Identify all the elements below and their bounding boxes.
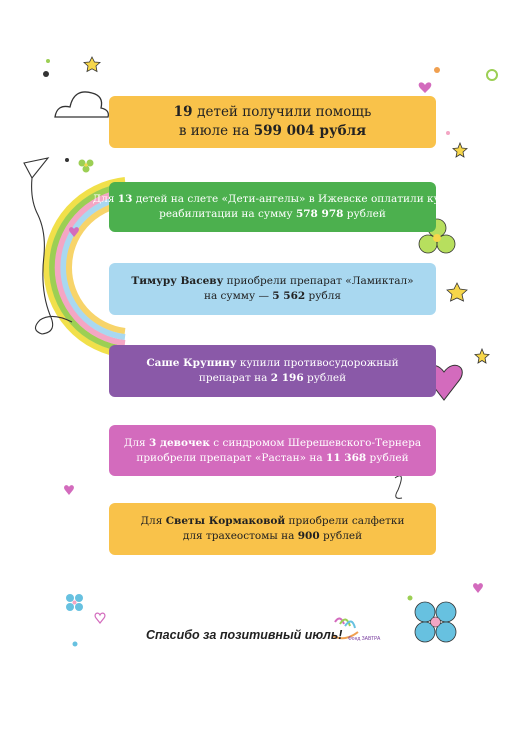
card-line	[199, 371, 346, 386]
flower-icon	[79, 160, 94, 173]
help-card-girls	[109, 425, 436, 476]
card-text: в июле на	[178, 123, 254, 139]
card-text: приобрели салфетки	[285, 515, 405, 527]
card-line	[174, 103, 372, 122]
card-text: Для	[123, 436, 150, 449]
card-text: рублей	[343, 208, 386, 220]
card-text: для трахеостомы на	[182, 530, 298, 542]
card-text: рублей	[319, 530, 363, 542]
help-card-sveta	[109, 503, 436, 555]
card-highlight: 900	[297, 530, 320, 542]
card-text: Для	[92, 193, 118, 205]
card-text: приобрели препарат «Ламиктал»	[223, 275, 414, 287]
card-line	[136, 451, 408, 466]
card-line	[159, 207, 386, 222]
card-line	[93, 192, 453, 207]
cloud-icon	[55, 92, 108, 117]
card-line	[141, 514, 405, 529]
logo-text: Фонд ЗАВТРА	[348, 636, 381, 642]
card-text: реабилитации на сумму	[159, 208, 296, 220]
help-card-angels-rally	[92, 182, 453, 232]
card-line	[146, 356, 398, 371]
card-highlight: Светы Кормаковой	[165, 515, 286, 527]
flower-icon	[66, 594, 83, 611]
card-text: купили противосудорожный	[236, 357, 399, 369]
card-highlight: 11 368	[326, 451, 367, 464]
heart-icon	[473, 583, 483, 593]
card-text: на сумму —	[203, 290, 273, 302]
card-highlight: 2 196	[270, 372, 304, 384]
card-text: рубля	[305, 290, 342, 302]
card-highlight: Тимуру Васеву	[131, 275, 224, 287]
card-highlight: 13	[117, 193, 133, 205]
card-text: препарат на	[198, 372, 271, 384]
card-highlight: Саше Крупину	[146, 357, 237, 369]
card-text: Для	[140, 515, 166, 527]
help-card-sasha	[109, 345, 436, 397]
card-highlight: 3 девочек	[149, 436, 210, 449]
card-highlight: 578 978	[295, 208, 344, 220]
thanks-text: Спасибо за позитивный июль!	[146, 628, 343, 642]
card-text: рублей	[303, 372, 347, 384]
card-highlight: 19	[173, 104, 198, 120]
card-highlight: 599 004 рубля	[253, 123, 367, 139]
flower-icon	[415, 602, 456, 642]
heart-icon	[64, 485, 74, 495]
card-line	[183, 529, 362, 544]
card-text: детей на слете «Дети-ангелы» в Ижевске оплатили курс	[132, 193, 453, 205]
card-line	[124, 436, 421, 451]
summary-card	[109, 96, 436, 148]
card-text: рублей	[366, 451, 409, 464]
card-line	[131, 274, 413, 289]
card-text: детей получили помощь	[197, 104, 372, 120]
heart-icon	[419, 82, 432, 93]
card-text: с синдромом Шерешевского-Тернера	[209, 436, 422, 449]
heart-icon	[95, 613, 105, 623]
card-line	[204, 289, 341, 304]
card-highlight: 5 562	[272, 290, 306, 302]
help-card-timur	[109, 263, 436, 315]
card-text: приобрели препарат «Растан» на	[136, 451, 327, 464]
card-line	[179, 122, 366, 141]
